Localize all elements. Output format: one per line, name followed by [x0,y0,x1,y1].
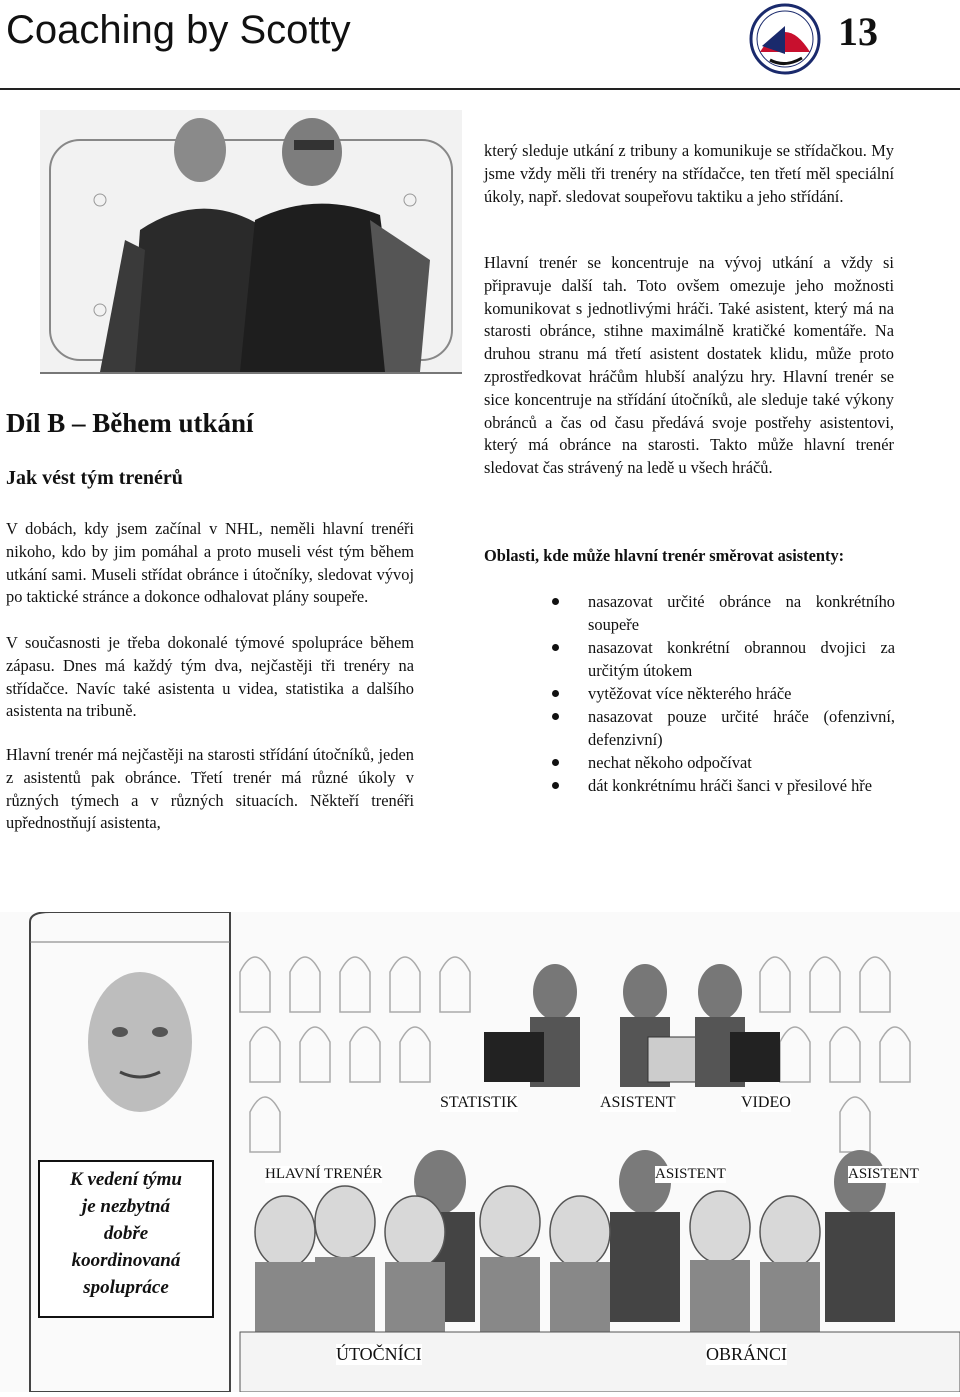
label-asistent-2: ASISTENT [848,1166,919,1182]
header-divider [0,88,960,90]
label-asistent-1: ASISTENT [655,1166,726,1182]
list-item: nasazovat konkrétní obrannou dvojici za určitým útokem [550,636,895,682]
section-subheading: Jak vést tým trenérů [6,467,183,489]
label-hlavni-trener: HLAVNÍ TRENÉR [265,1166,383,1182]
label-obranci: OBRÁNCI [706,1344,788,1364]
list-item: dát konkrétnímu hráči šanci v přesilové hře [550,774,895,797]
list-item: nasazovat určité obránce na konkrétního soupeře [550,590,895,636]
bullet-icon [552,690,559,697]
label-statistik: STATISTIK [440,1094,518,1111]
list-item: nasazovat pouze určité hráče (ofenzivní, defenzivní) [550,705,895,751]
list-heading: Oblasti, kde může hlavní trenér směrovat asistenty: [484,546,845,565]
section-heading: Díl B – Během utkání [6,408,254,438]
bullet-list [550,590,895,797]
left-paragraph-1: V dobách, kdy jsem začínal v NHL, neměli hlavní trenéři nikoho, kdo by jim pomáhal a proto museli vést tým během utkání sami. Museli střídat obránce i útočníky, sledovat vývoj po taktické stránce a dokonce odhalovat plány soupeře. [6,519,414,607]
callout-line: je nezbytná [81,1196,171,1217]
header-title: Coaching by Scotty [6,8,351,52]
bullet-icon [552,759,559,766]
left-paragraph-2: V současnosti je třeba dokonalé týmové spolupráce během zápasu. Dnes má každý tým dva, nejčastěji tři trenéry na střídačce. Navíc také asistenta u videa, statistika a dalšího asistenta na tribuně. [6,633,414,721]
label-video: VIDEO [741,1094,791,1111]
callout-line: spolupráce [83,1277,169,1298]
bullet-icon [552,644,559,651]
bullet-icon [552,598,559,605]
federation-logo [740,2,830,76]
list-item: nechat někoho odpočívat [550,751,895,774]
coaches-photo [40,110,462,374]
bench-diagram [0,912,960,1392]
label-asistent-top: ASISTENT [600,1094,676,1111]
label-utocnici: ÚTOČNÍCI [336,1344,422,1364]
callout-box [38,1160,214,1318]
bullet-icon [552,782,559,789]
bullet-icon [552,713,559,720]
callout-line: dobře [103,1223,149,1244]
left-paragraph-3: Hlavní trenér má nejčastěji na starosti střídání útočníků, jeden z asistentů pak obránce. Třetí trenér má různé úkoly v různých týmech a v různých situacích. Někteří trenéři upřednostňují asistenta, [6,745,414,833]
callout-line: koordinovaná [71,1250,181,1271]
right-paragraph-1: který sleduje utkání z tribuny a komunikuje se střídačkou. My jsme vždy měli tři trenéry na střídačce, ten třetí měl speciální úkoly, např. sledovat soupeřovu taktiku a jeho střídání. [484,141,894,206]
callout-line: K vedení týmu [70,1169,182,1190]
list-item: vytěžovat více některého hráče [550,682,895,705]
page-number: 13 [838,9,878,54]
right-paragraph-2: Hlavní trenér se koncentruje na vývoj utkání a vždy si připravuje další tah. Toto ovšem omezuje jeho možnosti komunikovat s jednotlivými hráči. Také asistent, který má na starosti obránce, stihne maximálně kratičké komentáře. Na druhou stranu má třetí asistent dostatek klidu, může proto zprostředkovat hráčům hlubší analýzu hry. Hlavní trenér se sice koncentruje na střídání útočníků, ale sleduje také výkony obránců a čas od času předává svoje postřehy asistentovi, který má obránce na starosti. Takto může hlavní trenér sledovat čas strávený na ledě u všech hráčů. [484,253,894,478]
